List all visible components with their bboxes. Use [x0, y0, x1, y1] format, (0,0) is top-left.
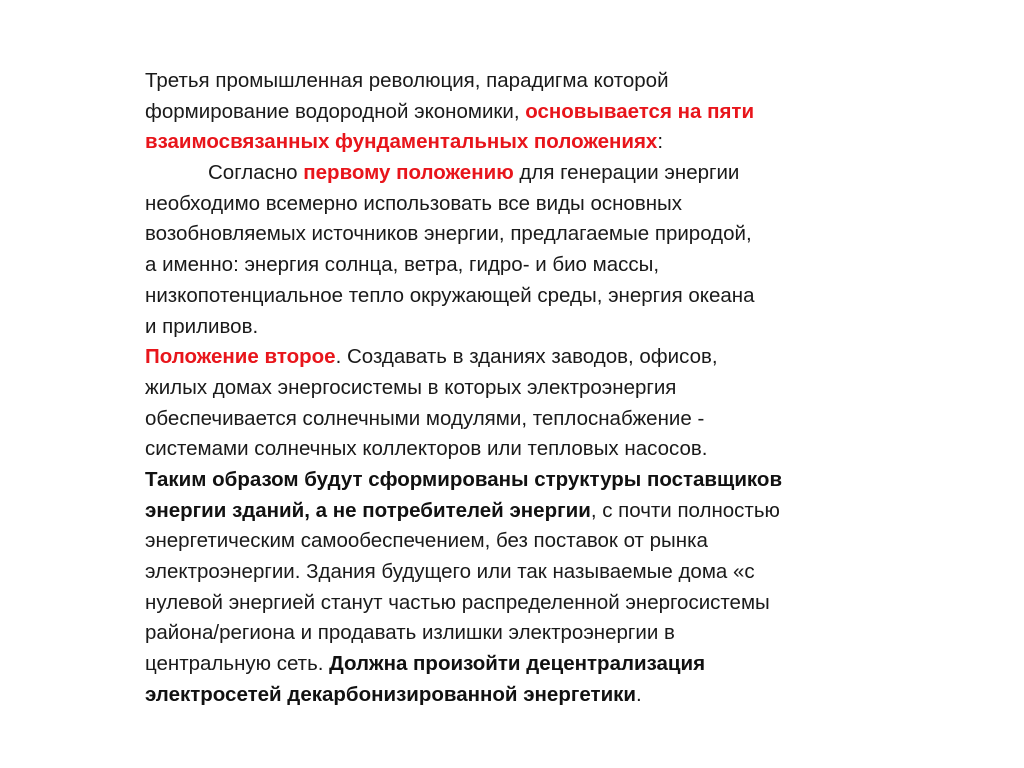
p1-line-2-text: формирование водородной экономики, — [145, 99, 526, 123]
p4-line-3 — [145, 526, 865, 557]
p4-line-2-tail: , с почти полностью — [590, 498, 780, 522]
p2-line-1-start: Согласно — [208, 161, 304, 185]
p4-line-1-bold: Таким образом будут сформированы структуры поставщиков — [145, 467, 783, 491]
p4-line-2 — [145, 496, 865, 527]
p4-line-4-text: электроэнергии. Здания будущего или так называемые дома «с — [145, 560, 755, 583]
p2-line-5 — [145, 281, 865, 312]
p3-line-1-tail: . Создавать в зданиях заводов, офисов, — [335, 345, 718, 369]
p2-line-1-highlight: первому положению — [303, 161, 514, 185]
p4-line-3-text: энергетическим самообеспечением, без поставок от рынка — [145, 529, 708, 553]
p2-line-5-text: низкопотенциальное тепло окружающей среды, энергия океана — [145, 283, 755, 307]
p3-line-4-text: системами солнечных коллекторов или тепловых насосов. — [145, 437, 708, 461]
p1-line-3-tail: : — [657, 130, 664, 154]
p4-line-2-bold: энергии зданий, а не потребителей энергии — [145, 498, 591, 522]
p2-line-6-text: и приливов. — [145, 314, 259, 338]
p4-line-8-tail: . — [636, 682, 642, 706]
p1-line-2 — [145, 97, 865, 128]
p2-line-3 — [145, 219, 865, 250]
p3-line-1-highlight: Положение второе — [145, 345, 336, 369]
p2-line-1 — [145, 158, 865, 189]
p4-line-6 — [145, 618, 865, 649]
p1-line-2-highlight: основывается на пяти — [525, 99, 755, 123]
p2-line-2 — [145, 189, 865, 220]
p4-line-7-text: центральную сеть. — [145, 652, 330, 676]
p3-line-3 — [145, 404, 865, 435]
p4-line-8-bold: электросетей декарбонизированной энергетики — [145, 682, 637, 706]
p3-line-3-text: обеспечивается солнечными модулями, теплоснабжение - — [145, 406, 705, 430]
p2-line-2-text: необходимо всемерно использовать все виды основных — [145, 191, 683, 215]
p3-line-2 — [145, 373, 865, 404]
p4-line-5 — [145, 588, 865, 619]
p1-line-1 — [145, 66, 865, 97]
p2-line-4-text: а именно: энергия солнца, ветра, гидро- и био массы, — [145, 253, 660, 277]
body-text — [145, 66, 865, 710]
p3-line-1 — [145, 342, 865, 373]
p4-line-8 — [145, 680, 865, 711]
p2-line-6 — [145, 312, 865, 343]
p1-line-3 — [145, 127, 865, 158]
p1-line-1-text: Третья промышленная революция, парадигма которой — [145, 69, 669, 92]
p2-line-3-text: возобновляемых источников энергии, предлагаемые природой, — [145, 222, 752, 246]
p4-line-7 — [145, 649, 865, 680]
p1-line-3-highlight: взаимосвязанных фундаментальных положениях — [145, 130, 658, 154]
p4-line-4 — [145, 557, 865, 588]
p4-line-7-bold: Должна произойти децентрализация — [329, 652, 706, 676]
p4-line-1 — [145, 465, 865, 496]
p2-line-4 — [145, 250, 865, 281]
p2-line-1-tail: для генерации энергии — [513, 161, 740, 185]
p4-line-6-text: района/региона и продавать излишки электроэнергии в — [145, 621, 675, 645]
p3-line-2-text: жилых домах энергосистемы в которых электроэнергия — [145, 375, 677, 399]
p4-line-5-text: нулевой энергией станут частью распределенной энергосистемы — [145, 590, 770, 614]
p3-line-4 — [145, 434, 865, 465]
